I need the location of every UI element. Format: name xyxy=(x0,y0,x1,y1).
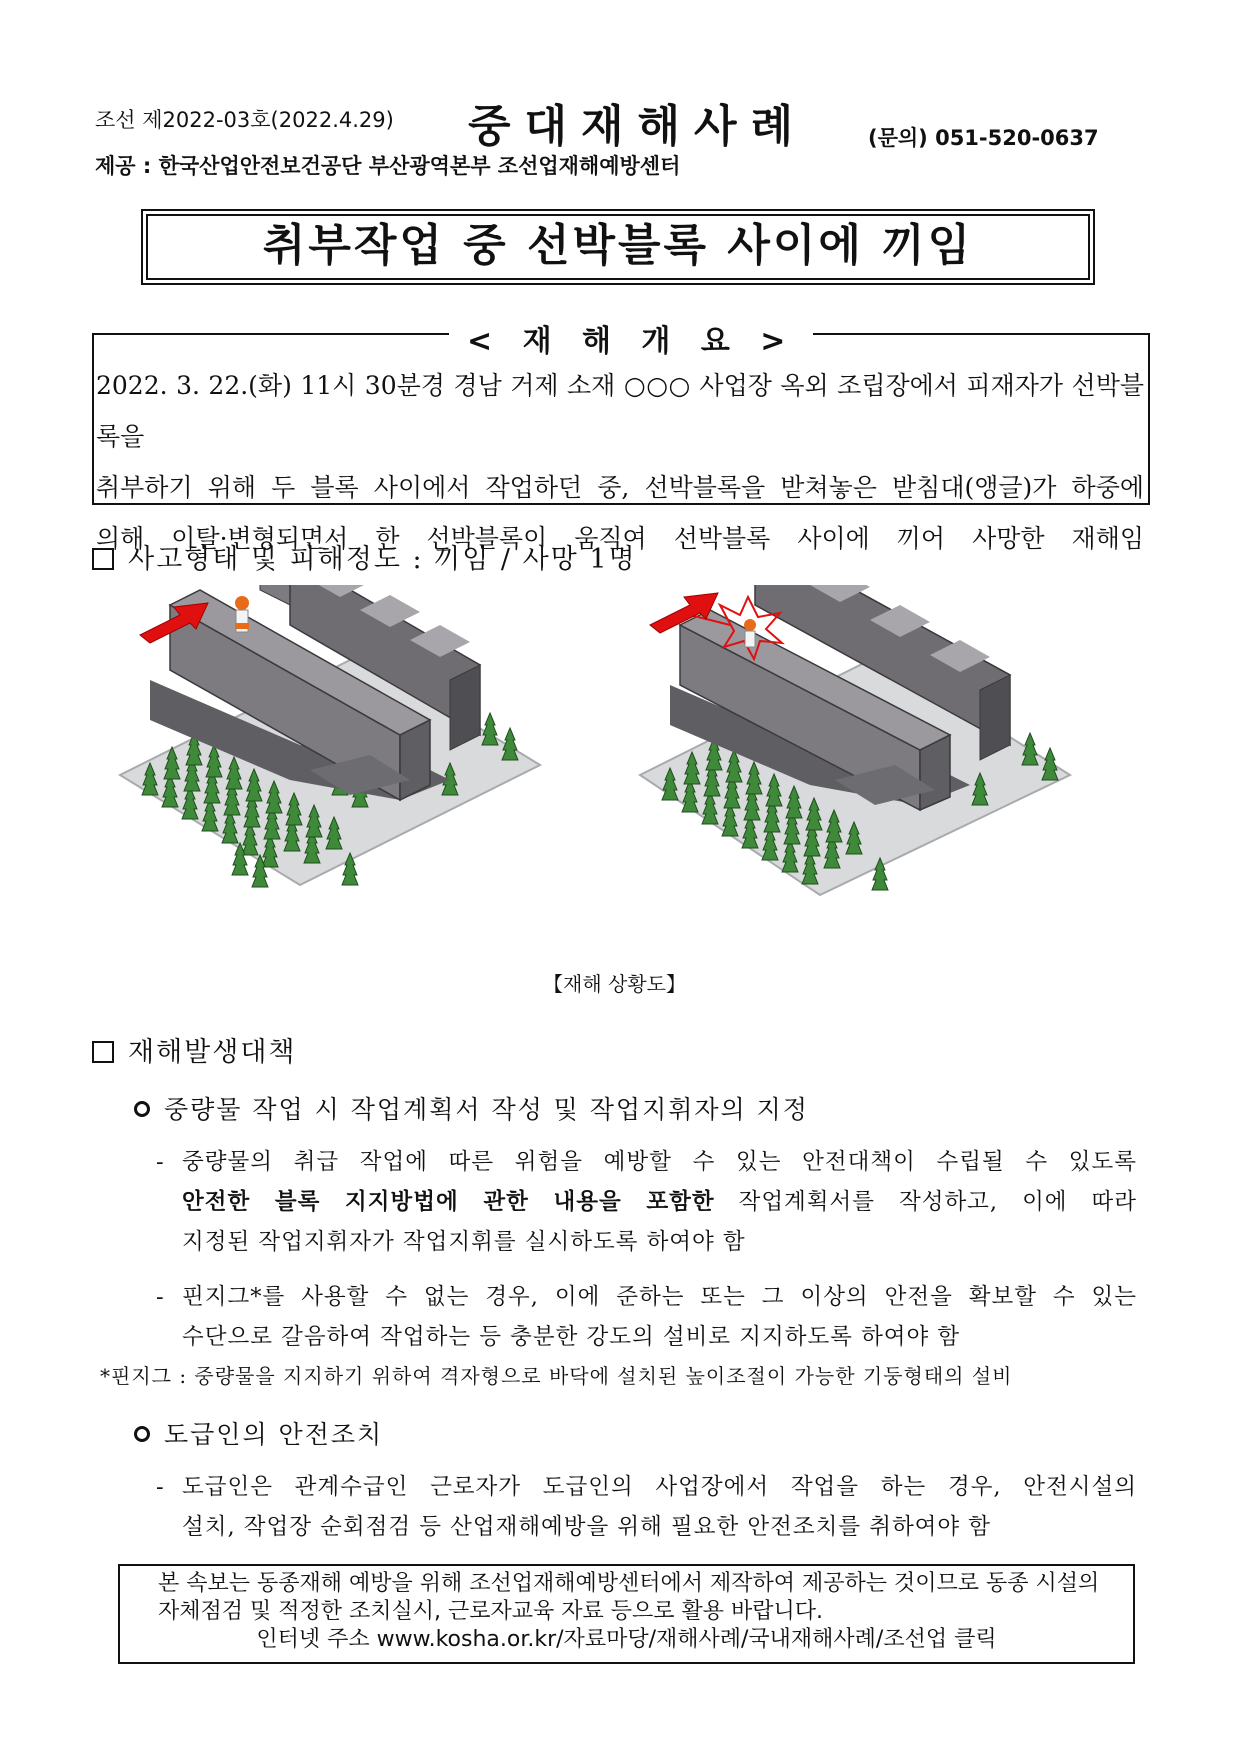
circle-bullet-icon xyxy=(134,1101,150,1117)
worker-figure xyxy=(235,596,249,610)
paragraph-line xyxy=(182,1182,1137,1222)
measure-item-2 xyxy=(134,1415,383,1451)
provider: 제공 : 한국산업안전보건공단 부산광역본부 조선업재해예방센터 xyxy=(95,154,681,178)
accident-illustration xyxy=(110,585,1140,955)
emphasis-text: 안전한 블록 지지방법에 관한 내용을 포함한 xyxy=(182,1189,715,1215)
document-number: 조선 제2022-03호(2022.4.29) xyxy=(95,108,394,132)
worker-figure xyxy=(744,619,756,631)
checkbox-icon xyxy=(92,548,114,570)
summary-line: 2022. 3. 22.(화) 11시 30분경 경남 거제 소재 ○○○ 사업장 옥외 조립장에서 피재자가 선박블록을 xyxy=(96,371,1144,451)
scene-after xyxy=(640,585,1070,895)
dash-bullet: - xyxy=(156,1284,165,1310)
summary-line: 의해 이탈·변형되면서 한 선박블록이 움직여 선박블록 사이에 끼어 사망한 재해임 xyxy=(96,524,1144,553)
circle-bullet-icon xyxy=(134,1426,150,1442)
measure-1-paragraph-1 xyxy=(156,1142,1137,1262)
notice-box xyxy=(118,1564,1135,1664)
measure-1-paragraph-2 xyxy=(156,1277,1137,1357)
measures-heading-row xyxy=(92,1030,297,1069)
figure-caption: 【재해 상황도】 xyxy=(543,972,686,996)
summary-heading: < 재 해 개 요 > xyxy=(449,316,813,360)
summary-text xyxy=(96,360,1144,564)
scene-before xyxy=(120,585,540,887)
paragraph-line: 지정된 작업지휘자가 작업지휘를 실시하도록 하여야 함 xyxy=(182,1229,746,1255)
incident-title: 취부작업 중 선박블록 사이에 끼임 xyxy=(262,220,974,271)
notice-url-line: 인터넷 주소 www.kosha.or.kr/자료마당/재해사례/국내재해사례/조선업 클릭 xyxy=(256,1627,997,1652)
measure-item-1-title: 중량물 작업 시 작업계획서 작성 및 작업지휘자의 지정 xyxy=(164,1095,809,1124)
dash-bullet: - xyxy=(156,1474,165,1500)
paragraph-line: 설치, 작업장 순회점검 등 산업재해예방을 위해 필요한 안전조치를 취하여야 함 xyxy=(182,1514,992,1540)
footnote: *핀지그 : 중량물을 지지하기 위하여 격자형으로 바닥에 설치된 높이조절이 가능한 기둥형태의 설비 xyxy=(100,1364,1013,1388)
incident-title-box xyxy=(146,214,1090,280)
measure-item-2-title: 도급인의 안전조치 xyxy=(164,1420,384,1449)
accident-type: 사고형태 및 피해정도 : 끼임 / 사망 1명 xyxy=(128,544,637,575)
dash-bullet: - xyxy=(156,1149,165,1175)
main-title: 중대재해사례 xyxy=(468,101,808,152)
paragraph-line: 중량물의 취급 작업에 따른 위험을 예방할 수 있는 안전대책이 수립될 수 있도록 xyxy=(182,1149,1137,1175)
paragraph-line: 수단으로 갈음하여 작업하는 등 충분한 강도의 설비로 지지하도록 하여야 함 xyxy=(182,1324,961,1350)
checkbox-icon xyxy=(92,1041,114,1063)
accident-type-row xyxy=(92,537,637,576)
contact-number: (문의) 051-520-0637 xyxy=(868,126,1099,150)
notice-line: 자체점검 및 적정한 조치실시, 근로자교육 자료 등으로 활용 바랍니다. xyxy=(158,1599,823,1624)
paragraph-line: 도급인은 관계수급인 근로자가 도급인의 사업장에서 작업을 하는 경우, 안전시설의 xyxy=(182,1474,1137,1500)
notice-line: 본 속보는 동종재해 예방을 위해 조선업재해예방센터에서 제작하여 제공하는 것이므로 동종 시설의 xyxy=(158,1571,1100,1596)
measure-2-paragraph xyxy=(156,1467,1137,1547)
measure-item-1 xyxy=(134,1090,809,1126)
paragraph-text: 작업계획서를 작성하고, 이에 따라 xyxy=(714,1189,1137,1215)
measures-heading: 재해발생대책 xyxy=(128,1037,297,1068)
summary-line: 취부하기 위해 두 블록 사이에서 작업하던 중, 선박블록을 받쳐놓은 받침대(앵글)가 하중에 xyxy=(96,473,1144,502)
paragraph-line: 핀지그*를 사용할 수 없는 경우, 이에 준하는 또는 그 이상의 안전을 확보할 수 있는 xyxy=(182,1284,1137,1310)
